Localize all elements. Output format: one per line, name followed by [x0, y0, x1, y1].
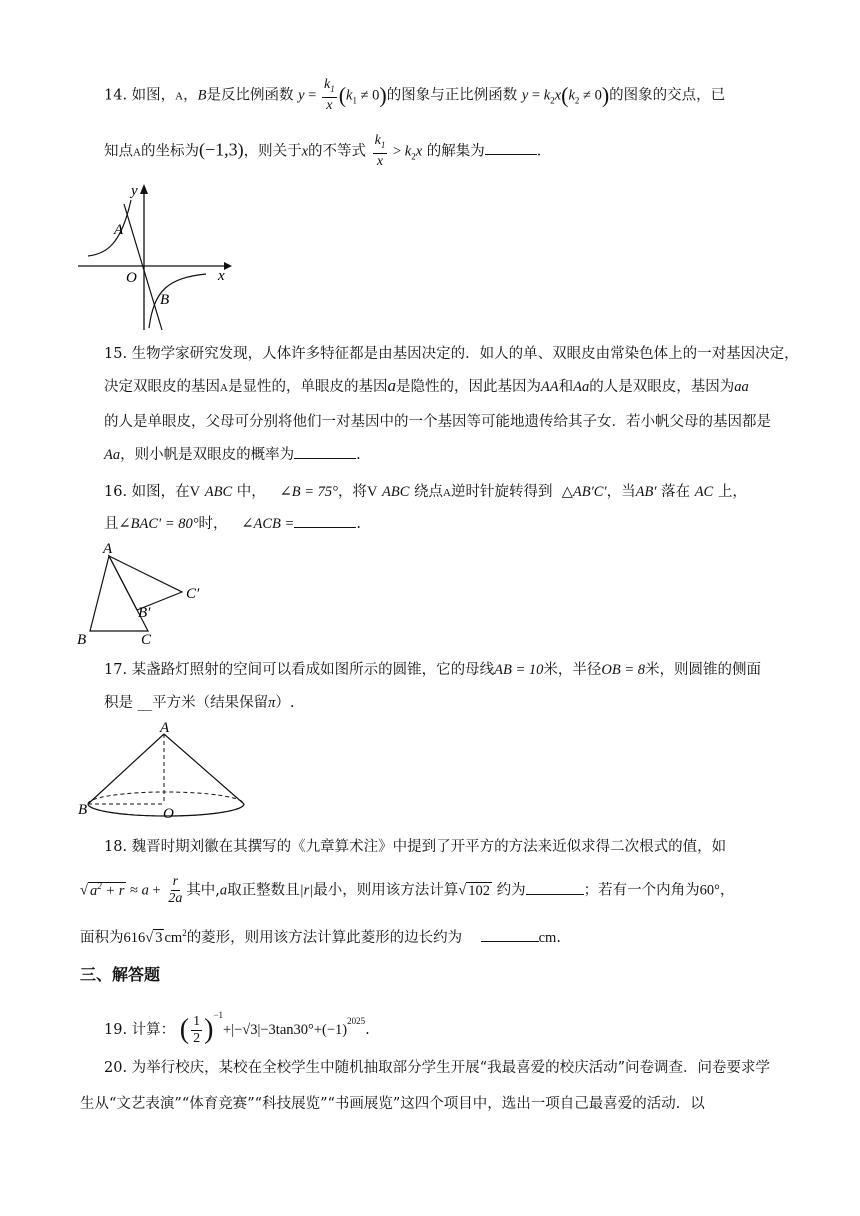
line-y-k2x	[124, 204, 162, 330]
q18-answer-blank-1[interactable]	[526, 880, 584, 895]
section-heading: 三、解答题	[80, 967, 161, 984]
q14-line1: 14. 如图，A，B是反比例函数 y = $\frac{k_1}{x}$ $(k_1 \ne 0)$的图象与正比例函数 $y = k_2x(k_2 \ne 0)$的图象的交点，已	[104, 77, 726, 113]
label-A: A	[160, 722, 170, 736]
y-axis-arrow	[140, 184, 148, 194]
q17-figure	[76, 722, 256, 820]
q18-line3: 面积为616√ 3 $cm^2$的菱形，则用该方法计算此菱形的边长约为 cm.	[80, 928, 561, 946]
generatrix-left	[88, 734, 164, 804]
q15-line2: 决定双眼皮的基因A是显性的，单眼皮的基因a是隐性的，因此基因为AA和Aa的人是双眼皮，基因为aa	[104, 376, 749, 395]
label-B: B	[77, 632, 87, 648]
q17-line1: 17. 某盏路灯照射的空间可以看成如图所示的圆锥，它的母线AB = 10米，半径OB = 8米，则圆锥的侧面	[104, 662, 762, 678]
q17-answer-blank[interactable]: __	[137, 695, 153, 711]
triangle-ABpCp	[109, 556, 182, 610]
label-O: O	[163, 806, 174, 820]
q18-line2: √ $a^2 + r \approx a$ + $\frac{r}{2a}$ 其中,a取正整数且|r|最小，则用该方法计算√ 102 约为 ；若有一个内角为60°，	[80, 874, 735, 906]
q16-answer-blank[interactable]	[294, 513, 356, 528]
generatrix-right	[164, 734, 244, 804]
label-y: y	[131, 183, 138, 199]
q15-line4: Aa，则小帆是双眼皮的概率为 .	[104, 444, 361, 466]
q15-line3: 的人是单眼皮，父母可分别将他们一对基因中的一个基因等可能地遗传给其子女．若小帆父母的基因都是	[104, 414, 771, 430]
label-B: B	[160, 292, 170, 308]
q14-line2: 知点A的坐标为(−1,3)，则关于x的不等式 $\frac{k_1}{x}$ > $k_2x$ 的解集为 .	[104, 133, 542, 169]
q15-answer-blank[interactable]	[294, 444, 356, 459]
q14-figure	[76, 180, 236, 335]
q19-line: 19. 计算： ( $\frac{1}{2}$ )$^{-1}+|-√3|-3\tan 30^\circ+(-1)^{2025}$.	[104, 1010, 370, 1046]
label-B: B	[78, 802, 88, 818]
label-O: O	[126, 270, 137, 286]
q18-line1: 18. 魏晋时期刘徽在其撰写的《九章算术注》中提到了开平方的方法来近似求得二次根式的值，如	[104, 839, 727, 855]
q15-line1: 15. 生物学家研究发现，人体许多特征都是由基因决定的．如人的单、双眼皮由常染色体上的一对基因决定，	[104, 346, 799, 362]
label-C: C	[141, 632, 152, 648]
q16-figure	[74, 540, 214, 648]
x-axis-arrow	[224, 262, 232, 270]
label-Cp: C′	[186, 586, 200, 602]
q20-line2: 生从“文艺表演”“体育竞赛”“科技展览”“书画展览”这四个项目中，选出一项自己最喜爱的活动．以	[80, 1096, 705, 1112]
q20-line1: 20. 为举行校庆，某校在全校学生中随机抽取部分学生开展“我最喜爱的校庆活动”问卷调查．问卷要求学	[104, 1060, 770, 1076]
hyperbola-right	[149, 274, 206, 328]
hyperbola-left	[88, 200, 131, 256]
q17-line2: 积是 __平方米（结果保留π）.	[104, 695, 295, 711]
label-A: A	[114, 222, 124, 238]
q16-line1: 16. 如图，在V ABC 中， ∠B = 75°，将V ABC 绕点A逆时针旋转得到 △AB′C′，当AB′ 落在 AC 上，	[104, 484, 747, 500]
q16-line2: 且∠BAC′ = 80°时， ∠ACB = .	[104, 513, 361, 535]
label-A: A	[103, 541, 113, 557]
label-Bp: B′	[138, 605, 151, 621]
q14-answer-blank[interactable]	[485, 140, 537, 155]
label-x: x	[218, 268, 225, 284]
q18-answer-blank-2[interactable]	[481, 927, 539, 942]
